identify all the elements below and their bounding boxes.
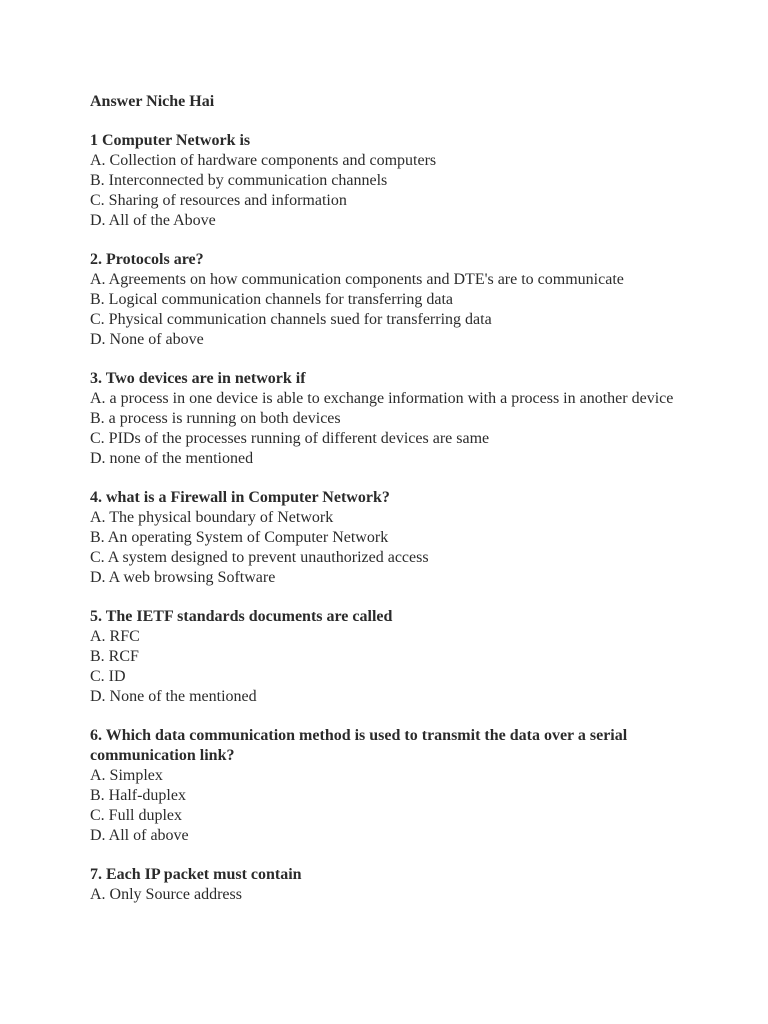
option-b: B. Half-duplex bbox=[90, 787, 186, 804]
option-a: A. Collection of hardware components and computers bbox=[90, 152, 437, 169]
option-c: C. Full duplex bbox=[90, 807, 183, 824]
question-title: 6. Which data communication method is used to transmit the data over a serial communication link? bbox=[90, 727, 628, 764]
question-3 bbox=[90, 369, 708, 469]
question-title: 1 Computer Network is bbox=[90, 132, 251, 149]
option-a: A. RFC bbox=[90, 628, 140, 645]
option-a: A. The physical boundary of Network bbox=[90, 509, 334, 526]
option-c: C. PIDs of the processes running of different devices are same bbox=[90, 430, 490, 447]
option-c: C. A system designed to prevent unauthorized access bbox=[90, 549, 429, 566]
option-c: C. Physical communication channels sued for transferring data bbox=[90, 311, 492, 328]
question-title: 4. what is a Firewall in Computer Network? bbox=[90, 489, 390, 506]
option-b: B. RCF bbox=[90, 648, 139, 665]
question-title: 7. Each IP packet must contain bbox=[90, 866, 302, 883]
option-a: A. Agreements on how communication components and DTE's are to communicate bbox=[90, 271, 624, 288]
option-d: D. A web browsing Software bbox=[90, 569, 276, 586]
question-title: 5. The IETF standards documents are called bbox=[90, 608, 393, 625]
option-b: B. Interconnected by communication channels bbox=[90, 172, 388, 189]
option-c: C. Sharing of resources and information bbox=[90, 192, 347, 209]
option-c: C. ID bbox=[90, 668, 126, 685]
question-6 bbox=[90, 726, 708, 846]
question-7 bbox=[90, 865, 708, 905]
option-d: D. none of the mentioned bbox=[90, 450, 254, 467]
question-title: 2. Protocols are? bbox=[90, 251, 204, 268]
option-d: D. All of the Above bbox=[90, 212, 216, 229]
question-5 bbox=[90, 607, 708, 707]
option-b: B. An operating System of Computer Network bbox=[90, 529, 389, 546]
question-2 bbox=[90, 250, 708, 350]
option-a: A. Only Source address bbox=[90, 886, 242, 903]
option-d: D. None of the mentioned bbox=[90, 688, 257, 705]
option-a: A. Simplex bbox=[90, 767, 163, 784]
option-d: D. All of above bbox=[90, 827, 189, 844]
option-a: A. a process in one device is able to exchange information with a process in another device bbox=[90, 390, 674, 407]
option-b: B. a process is running on both devices bbox=[90, 410, 341, 427]
option-b: B. Logical communication channels for transferring data bbox=[90, 291, 453, 308]
question-title: 3. Two devices are in network if bbox=[90, 370, 306, 387]
option-d: D. None of above bbox=[90, 331, 204, 348]
question-1 bbox=[90, 131, 708, 231]
document-heading: Answer Niche Hai bbox=[90, 93, 215, 110]
question-4 bbox=[90, 488, 708, 588]
